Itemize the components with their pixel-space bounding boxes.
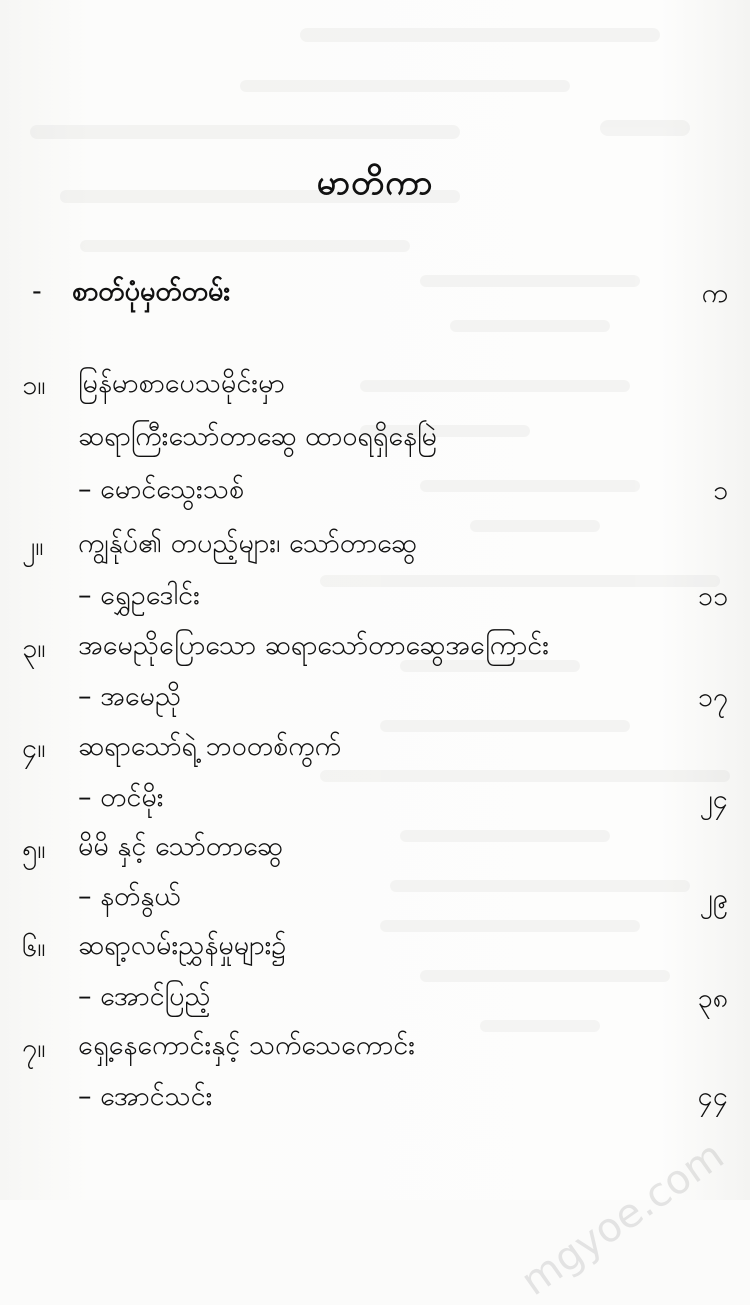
entry-3-title-line-1: အမေညိုပြောသော ဆရာသော်တာဆွေအကြောင်း [78,630,550,661]
preface-marker: - [32,276,42,307]
entry-2-title-line-1: ကျွန်ုပ်၏ တပည့်များ၊ သော်တာဆွေ [78,528,417,559]
entry-1-number: ၁။ [22,370,46,401]
entry-4-author: – တင်မိုး [78,782,164,813]
entry-5-title-line-1: မိမိ နှင့် သော်တာဆွေ [78,831,283,862]
preface-page-number: က [701,278,728,309]
entry-1-title-line-1: မြန်မာစာပေသမိုင်းမှာ [78,368,285,399]
entry-5-author: – နတ်နွယ် [78,881,181,912]
entry-3-author: – အမေညို [78,681,182,712]
entry-7-number: ၇။ [22,1033,46,1064]
entry-4-title-line-1: ဆရာသော်ရဲ့ ဘဝတစ်ကွက် [78,731,342,762]
entry-6-title-line-1: ဆရာ့လမ်းညွှန်မှုများ၌ [78,930,287,961]
entry-7-title-line-1: ရှေ့နေကောင်းနှင့် သက်သေကောင်း [78,1030,416,1061]
entry-2-page-number: ၁၁ [697,581,728,612]
preface-label: စာတ်ပုံမှတ်တမ်း [72,276,231,307]
entry-5-number: ၅။ [22,834,46,865]
entry-4-number: ၄။ [22,733,46,764]
entry-7-author: – အောင်သင်း [78,1081,213,1112]
entry-7-page-number: ၄၄ [697,1081,728,1112]
entry-6-number: ၆။ [22,932,46,963]
entry-1-author: – မောင်သွေးသစ် [78,474,245,505]
entry-6-author: – အောင်ပြည့် [78,981,211,1012]
entry-2-author: – ရွှေဥဒေါင်း [78,580,200,611]
entry-4-page-number: ၂၄ [699,784,728,815]
site-watermark: mgyoe.com [512,1132,732,1305]
entry-1-page-number: ၁ [712,475,728,506]
entry-1-title-line-2: ဆရာကြီးသော်တာဆွေ ထာဝရရှိနေမြဲ [78,421,437,452]
entry-5-page-number: ၂၉ [699,883,728,914]
entry-3-page-number: ၁၇ [697,682,728,713]
entry-6-page-number: ၃၈ [697,983,728,1014]
entry-2-number: ၂။ [22,531,44,562]
entry-3-number: ၃။ [22,633,46,664]
page-title: မာတိကာ [316,163,434,203]
